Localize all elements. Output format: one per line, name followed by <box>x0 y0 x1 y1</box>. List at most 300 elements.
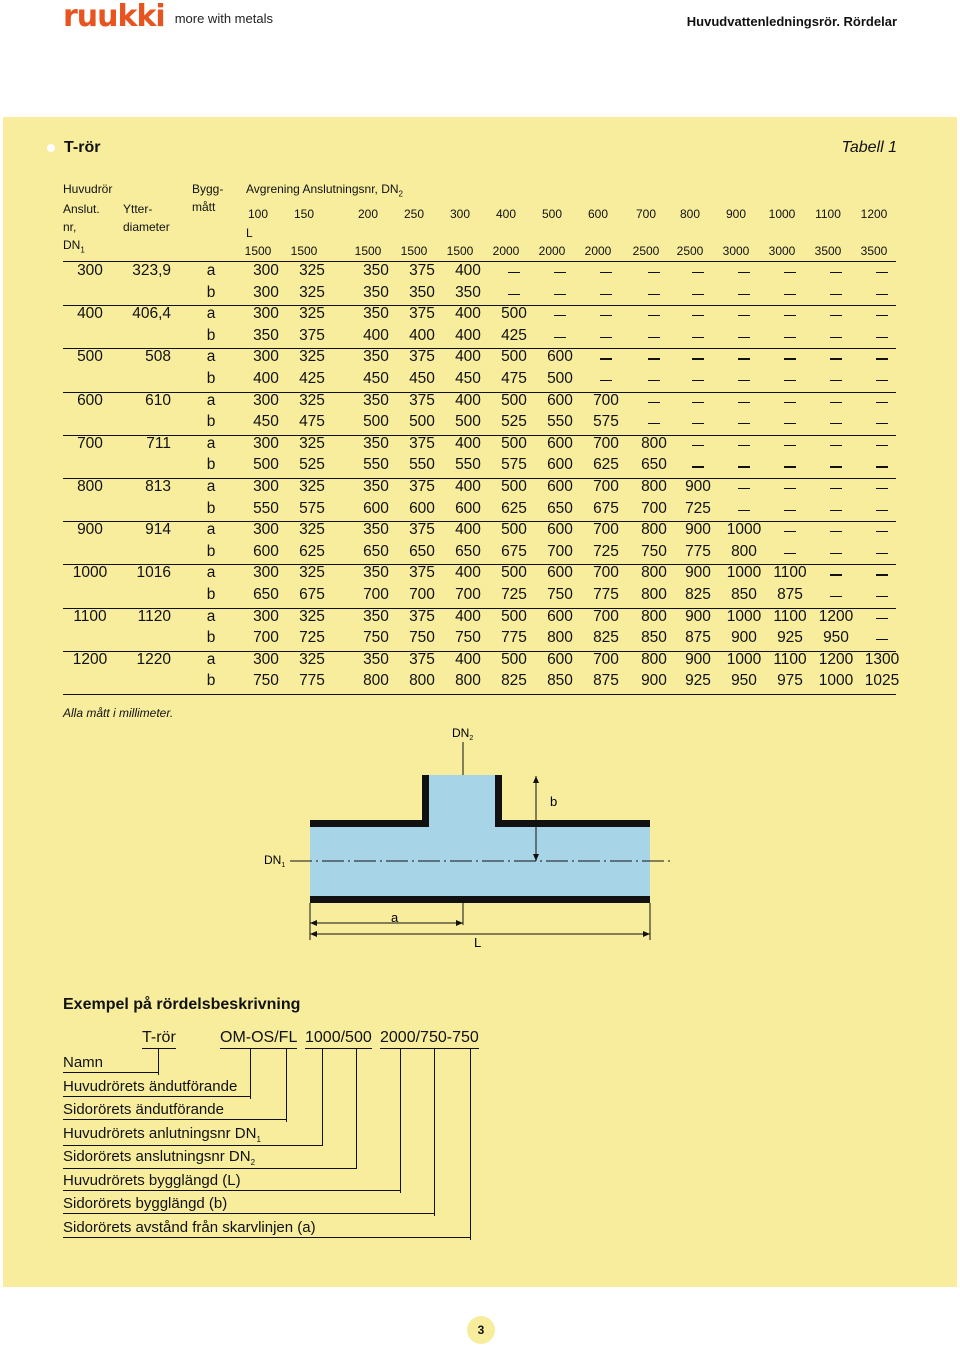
table-cell: 900 <box>685 650 711 668</box>
dash-cell <box>876 618 888 619</box>
row-dn: 700 <box>77 434 103 452</box>
dash-cell <box>830 337 842 338</box>
dash-cell <box>784 402 796 403</box>
example-label: Sidorörets ändutförande <box>63 1101 286 1120</box>
table-cell: 700 <box>593 521 619 539</box>
dash-cell <box>784 423 796 424</box>
row-outer-diameter: 1220 <box>136 650 171 668</box>
dash-cell <box>600 315 612 316</box>
dash-cell <box>600 380 612 381</box>
table-cell: 375 <box>409 434 435 452</box>
example-label: Huvudrörets anlutningsnr $DN_1$ <box>63 1125 322 1146</box>
table-cell: 350 <box>363 391 389 409</box>
l-header: 1500 <box>244 244 272 258</box>
table-cell: 350 <box>363 607 389 625</box>
dash-cell <box>648 315 660 316</box>
table-cell: 600 <box>547 607 573 625</box>
l-header: 2500 <box>676 244 704 258</box>
table-cell: 825 <box>593 629 619 647</box>
dash-cell <box>692 358 704 359</box>
table-cell: 400 <box>363 326 389 344</box>
dash-cell <box>784 510 796 511</box>
table-cell: 325 <box>299 650 325 668</box>
table-cell: 450 <box>409 370 435 387</box>
t-pipe-diagram <box>250 720 710 955</box>
table-cell: 325 <box>299 434 325 452</box>
l-header: 3500 <box>860 244 888 258</box>
table-cell: 350 <box>363 478 389 495</box>
table-cell: 1000 <box>726 650 762 668</box>
table-cell: 800 <box>641 586 667 603</box>
row-type: a <box>206 434 216 452</box>
table-cell: 325 <box>299 348 325 366</box>
dash-cell <box>876 315 888 316</box>
table-cell: 400 <box>455 262 481 279</box>
table-cell: 1100 <box>773 607 807 625</box>
l-header: 2000 <box>584 244 612 258</box>
b-label: b <box>550 794 558 809</box>
table-cell: 625 <box>593 456 619 474</box>
dn2-label: $DN_2$ <box>452 726 474 742</box>
row-dn: 1200 <box>72 650 108 668</box>
dash-cell <box>600 272 612 273</box>
dn2-header: 500 <box>541 207 563 221</box>
table-cell: 325 <box>299 521 325 539</box>
row-type: a <box>206 348 216 366</box>
table-cell: 550 <box>547 413 573 431</box>
table-cell: 550 <box>363 456 389 474</box>
table-cell: 800 <box>641 434 667 452</box>
l-header: 1500 <box>446 244 474 258</box>
row-type: b <box>206 326 216 344</box>
table-cell: 450 <box>455 370 481 387</box>
connector-line <box>470 1049 471 1240</box>
dash-cell <box>554 337 566 338</box>
header-conn-3: $DN_1$ <box>63 238 85 255</box>
row-type: b <box>206 283 216 301</box>
table-cell: 325 <box>299 391 325 409</box>
table-cell: 325 <box>299 305 325 323</box>
dash-cell <box>876 553 888 554</box>
dash-cell <box>692 337 704 338</box>
row-outer-diameter: 406,4 <box>132 305 171 323</box>
dash-cell <box>784 488 796 489</box>
dash-cell <box>876 380 888 381</box>
dash-cell <box>554 294 566 295</box>
section-title-text: T-rör <box>64 139 101 156</box>
dash-cell <box>692 315 704 316</box>
table-cell: 800 <box>409 672 435 690</box>
connector-line <box>356 1049 357 1169</box>
code-part-lengths: 2000/750-750 <box>380 1029 479 1049</box>
table-cell: 900 <box>685 564 711 582</box>
table-cell: 700 <box>253 629 279 647</box>
connector-line <box>158 1049 159 1075</box>
row-dn: 600 <box>77 391 103 409</box>
dash-cell <box>692 294 704 295</box>
dash-cell <box>738 315 750 316</box>
table-cell: 900 <box>685 478 711 495</box>
table-cell: 1100 <box>773 650 807 668</box>
dash-cell <box>738 402 750 403</box>
dn2-header: 200 <box>357 207 379 221</box>
table-cell: 550 <box>253 499 279 517</box>
code-part-ends: OM-OS/FL <box>220 1029 297 1049</box>
table-cell: 725 <box>593 542 619 560</box>
table-cell: 775 <box>501 629 527 647</box>
table-cell: 375 <box>409 305 435 323</box>
table-cell: 600 <box>547 564 573 582</box>
table-cell: 700 <box>593 478 619 495</box>
example-label: Sidorörets bygglängd (b) <box>63 1195 434 1214</box>
table-cell: 700 <box>455 586 481 603</box>
dn1-label: $DN_1$ <box>264 853 286 869</box>
dash-cell <box>830 596 842 597</box>
ruukki-logo <box>63 0 273 32</box>
logo-tagline: more with metals <box>174 11 273 26</box>
table-cell: 900 <box>685 607 711 625</box>
table-cell: 500 <box>501 650 527 668</box>
table-cell: 1000 <box>726 607 762 625</box>
table-cell: 675 <box>593 499 619 517</box>
table-cell: 925 <box>777 629 803 647</box>
table-cell: 575 <box>593 413 619 431</box>
table-cell: 950 <box>731 672 757 690</box>
table-cell: 1200 <box>818 650 854 668</box>
table-cell: 950 <box>823 629 849 647</box>
row-dn: 1000 <box>72 564 108 582</box>
dash-cell <box>648 402 660 403</box>
table-cell: 525 <box>299 456 325 474</box>
table-cell: 325 <box>299 478 325 495</box>
logo-mark: ruukki <box>63 0 165 34</box>
table-cell: 400 <box>409 326 435 344</box>
table-cell: 1300 <box>864 650 900 668</box>
row-type: b <box>206 586 216 603</box>
table-cell: 500 <box>409 413 435 431</box>
table-cell: 900 <box>731 629 757 647</box>
connector-line <box>400 1049 401 1193</box>
row-type: a <box>206 650 216 668</box>
table-cell: 650 <box>363 542 389 560</box>
dash-cell <box>784 337 796 338</box>
table-cell: 750 <box>409 629 435 647</box>
dn2-header: 800 <box>679 207 701 221</box>
dash-cell <box>876 510 888 511</box>
table-cell: 800 <box>547 629 573 647</box>
table-cell: 750 <box>363 629 389 647</box>
table-note: Alla mått i millimeter. <box>63 706 174 720</box>
dash-cell <box>648 272 660 273</box>
table-cell: 475 <box>501 370 527 387</box>
dash-cell <box>830 294 842 295</box>
table-cell: 300 <box>253 434 279 452</box>
a-label: a <box>391 910 399 925</box>
table-cell: 800 <box>641 521 667 539</box>
table-cell: 350 <box>363 262 389 279</box>
dash-cell <box>876 639 888 640</box>
table-cell: 725 <box>299 629 325 647</box>
table-cell: 700 <box>409 586 435 603</box>
dash-cell <box>784 358 796 359</box>
dn2-header: 100 <box>247 207 269 221</box>
dash-cell <box>876 488 888 489</box>
table-cell: 575 <box>299 499 325 517</box>
table-cell: 375 <box>409 391 435 409</box>
table-cell: 475 <box>299 413 325 431</box>
branch-wall-left <box>422 775 429 827</box>
dash-cell <box>830 380 842 381</box>
dash-cell <box>554 272 566 273</box>
example-title: Exempel på rördelsbeskrivning <box>63 996 301 1013</box>
table-cell: 375 <box>409 521 435 539</box>
table-cell: 1025 <box>864 672 900 690</box>
table-cell: 600 <box>409 499 435 517</box>
row-type: b <box>206 456 216 474</box>
dash-cell <box>738 294 750 295</box>
header-od-1: Ytter- <box>123 202 153 216</box>
header-od-2: diameter <box>123 220 170 234</box>
table-cell: 350 <box>455 283 481 301</box>
table-cell: 350 <box>363 521 389 539</box>
header-main-pipe: Huvudrör <box>63 182 113 196</box>
connector-line <box>434 1049 435 1216</box>
dash-cell <box>876 596 888 597</box>
table-cell: 300 <box>253 564 279 582</box>
table-cell: 650 <box>641 456 667 474</box>
row-type: a <box>206 262 216 279</box>
dash-cell <box>648 337 660 338</box>
row-type: a <box>206 391 216 409</box>
dash-cell <box>692 272 704 273</box>
table-cell: 400 <box>253 370 279 387</box>
table-cell: 300 <box>253 521 279 539</box>
dash-cell <box>648 380 660 381</box>
table-cell: 300 <box>253 391 279 409</box>
dash-cell <box>738 358 750 359</box>
table-cell: 300 <box>253 348 279 366</box>
table-cell: 450 <box>253 413 279 431</box>
table-cell: 350 <box>363 650 389 668</box>
table-cell: 700 <box>593 564 619 582</box>
table-cell: 850 <box>641 629 667 647</box>
table-cell: 350 <box>363 434 389 452</box>
table-cell: 800 <box>641 650 667 668</box>
row-outer-diameter: 711 <box>146 434 171 452</box>
header-l-label: L <box>246 226 253 240</box>
table-cell: 700 <box>363 586 389 603</box>
dn2-header: 400 <box>495 207 517 221</box>
dash-cell <box>508 272 520 273</box>
dash-cell <box>830 574 842 575</box>
table-cell: 900 <box>641 672 667 690</box>
example-label: Huvudrörets bygglängd (L) <box>63 1172 400 1191</box>
dash-cell <box>830 488 842 489</box>
l-header: 1500 <box>354 244 382 258</box>
example-label: Namn <box>63 1054 158 1073</box>
branch-wall-right <box>495 775 502 827</box>
table-cell: 1100 <box>773 564 807 582</box>
table-cell: 875 <box>777 586 803 603</box>
table-cell: 650 <box>547 499 573 517</box>
dn2-header: 700 <box>635 207 657 221</box>
row-rule <box>63 694 896 695</box>
table-cell: 800 <box>731 542 757 560</box>
dash-cell <box>784 294 796 295</box>
table-cell: 750 <box>641 542 667 560</box>
table-cell: 500 <box>455 413 481 431</box>
header-conn-1: Anslut. <box>63 202 100 216</box>
l-header: 3500 <box>814 244 842 258</box>
dash-cell <box>876 574 888 575</box>
table-cell: 725 <box>501 586 527 603</box>
table-cell: 600 <box>547 456 573 474</box>
example-label: Sidorörets anslutningsnr $DN_2$ <box>63 1148 356 1169</box>
row-outer-diameter: 610 <box>145 391 171 409</box>
l-header: 3000 <box>768 244 796 258</box>
table-cell: 800 <box>641 607 667 625</box>
table-cell: 725 <box>685 499 711 517</box>
table-cell: 400 <box>455 391 481 409</box>
example-label: Huvudrörets ändutförande <box>63 1078 250 1097</box>
table-cell: 825 <box>501 672 527 690</box>
table-cell: 325 <box>299 262 325 279</box>
table-cell: 375 <box>409 262 435 279</box>
dash-cell <box>648 358 660 359</box>
table-cell: 500 <box>501 607 527 625</box>
dash-cell <box>876 423 888 424</box>
row-outer-diameter: 813 <box>145 478 171 495</box>
table-cell: 750 <box>455 629 481 647</box>
table-cell: 850 <box>731 586 757 603</box>
table-cell: 750 <box>547 586 573 603</box>
code-part-dn: 1000/500 <box>305 1029 372 1049</box>
dash-cell <box>692 445 704 446</box>
dash-cell <box>784 445 796 446</box>
header-build-2: mått <box>192 200 216 214</box>
l-header: 1500 <box>290 244 318 258</box>
main-wall-top-right <box>495 820 650 827</box>
row-type: b <box>206 370 216 387</box>
table-cell: 400 <box>455 564 481 582</box>
table-cell: 500 <box>501 434 527 452</box>
l-header: 2500 <box>632 244 660 258</box>
row-dn: 500 <box>77 348 103 366</box>
dash-cell <box>738 488 750 489</box>
header-conn-2: nr, <box>63 220 77 234</box>
table-cell: 500 <box>547 370 573 387</box>
table-cell: 575 <box>501 456 527 474</box>
table-cell: 500 <box>253 456 279 474</box>
dash-cell <box>784 531 796 532</box>
table-cell: 450 <box>363 370 389 387</box>
row-type: a <box>206 521 216 539</box>
dash-cell <box>738 337 750 338</box>
row-dn: 400 <box>77 305 103 323</box>
row-outer-diameter: 1120 <box>137 607 171 625</box>
table-cell: 975 <box>777 672 803 690</box>
table-cell: 425 <box>501 326 527 344</box>
table-cell: 700 <box>641 499 667 517</box>
table-cell: 375 <box>409 564 435 582</box>
table-cell: 400 <box>455 348 481 366</box>
table-cell: 400 <box>455 305 481 323</box>
page-number: 3 <box>467 1316 495 1344</box>
dash-cell <box>554 315 566 316</box>
dash-cell <box>830 466 842 467</box>
table-cell: 675 <box>501 542 527 560</box>
table-cell: 650 <box>455 542 481 560</box>
dash-cell <box>830 553 842 554</box>
table-cell: 300 <box>253 305 279 323</box>
table-cell: 350 <box>363 564 389 582</box>
table-cell: 700 <box>593 434 619 452</box>
table-cell: 700 <box>593 391 619 409</box>
dash-cell <box>830 423 842 424</box>
table-cell: 600 <box>253 542 279 560</box>
table-cell: 600 <box>363 499 389 517</box>
table-cell: 925 <box>685 672 711 690</box>
dash-cell <box>830 315 842 316</box>
table-cell: 500 <box>501 478 527 495</box>
dash-cell <box>876 358 888 359</box>
dn2-header: 1000 <box>768 207 796 221</box>
table-cell: 775 <box>593 586 619 603</box>
dash-cell <box>784 553 796 554</box>
table-cell: 1000 <box>818 672 854 690</box>
dash-cell <box>508 294 520 295</box>
code-part-name: T-rör <box>142 1029 176 1049</box>
table-cell: 625 <box>501 499 527 517</box>
document-title: Huvudvattenledningsrör. Rördelar <box>686 14 897 29</box>
row-outer-diameter: 1016 <box>136 564 171 582</box>
table-cell: 325 <box>299 283 325 301</box>
dash-cell <box>784 380 796 381</box>
dash-cell <box>738 510 750 511</box>
dash-cell <box>876 272 888 273</box>
dash-cell <box>784 466 796 467</box>
table-label: Tabell 1 <box>841 139 897 156</box>
table-cell: 600 <box>547 521 573 539</box>
table-cell: 875 <box>685 629 711 647</box>
connector-line <box>322 1049 323 1146</box>
table-cell: 325 <box>299 564 325 582</box>
dash-cell <box>876 337 888 338</box>
table-cell: 900 <box>685 521 711 539</box>
dash-cell <box>830 510 842 511</box>
table-cell: 1000 <box>726 564 762 582</box>
row-type: a <box>206 478 216 495</box>
l-header: 3000 <box>722 244 750 258</box>
row-type: a <box>206 305 216 323</box>
row-type: b <box>206 672 216 690</box>
dash-cell <box>738 466 750 467</box>
l-header: 2000 <box>492 244 520 258</box>
dash-cell <box>830 402 842 403</box>
table-cell: 350 <box>409 283 435 301</box>
dn2-header: 600 <box>587 207 609 221</box>
dn2-header: 900 <box>725 207 747 221</box>
dash-cell <box>648 294 660 295</box>
table-cell: 800 <box>641 478 667 495</box>
table-cell: 300 <box>253 607 279 625</box>
dash-cell <box>692 423 704 424</box>
row-outer-diameter: 323,9 <box>132 262 171 279</box>
dn2-header: 1100 <box>815 207 841 221</box>
table-cell: 550 <box>409 456 435 474</box>
row-type: a <box>206 607 216 625</box>
table-cell: 300 <box>253 478 279 495</box>
